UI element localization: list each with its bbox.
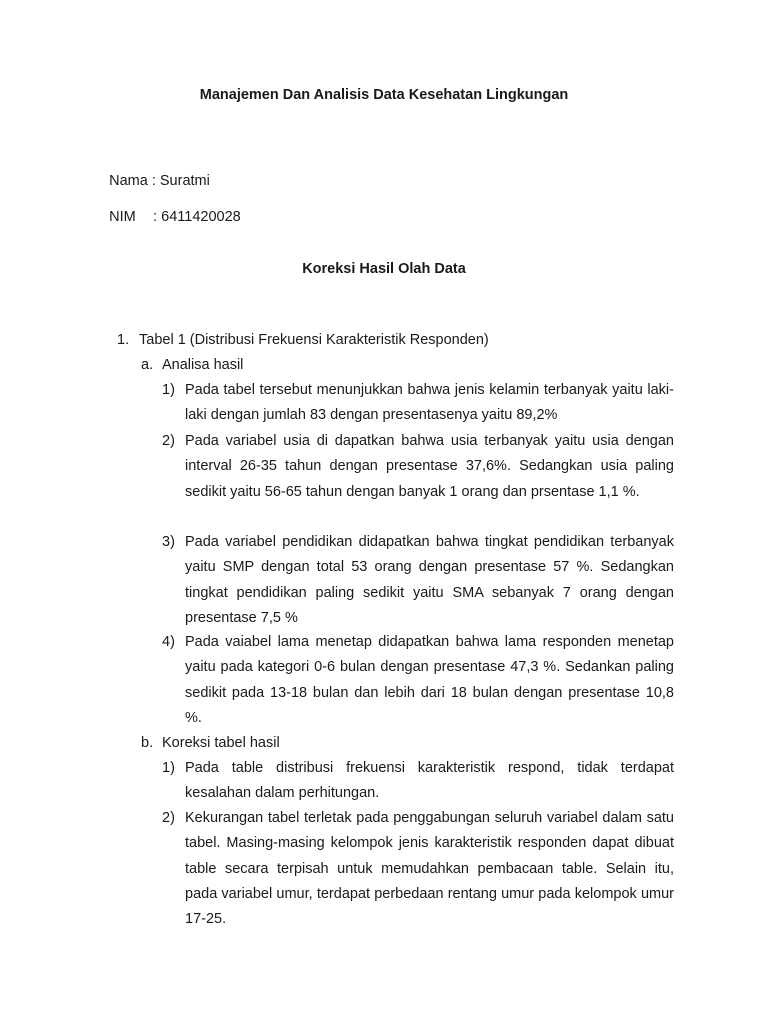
analysis-point-2-text: Pada variabel usia di dapatkan bahwa usia terbanyak yaitu usia dengan interval 26-35 tahun dengan presentase 37,6%. Sedangkan usia paling sedikit yaitu 56-65 tahun dengan banyak 1 orang dan prsentase 1,1 %. — [185, 433, 674, 500]
document-title: Manajemen Dan Analisis Data Kesehatan Lingkungan — [199, 87, 569, 103]
list-item-1-text: Tabel 1 (Distribusi Frekuensi Karakteristik Responden) — [139, 332, 489, 348]
analysis-point-1-text: Pada tabel tersebut menunjukkan bahwa jenis kelamin terbanyak yaitu laki-laki dengan jumlah 83 dengan presentasenya yaitu 89,2% — [185, 382, 674, 424]
correction-point-1-text: Pada table distribusi frekuensi karakteristik respond, tidak terdapat kesalahan dalam perhitungan. — [185, 760, 674, 802]
list-item-1-marker: 1. — [117, 332, 130, 348]
analysis-point-3-text: Pada variabel pendidikan didapatkan bahwa tingkat pendidikan terbanyak yaitu SMP dengan total 53 orang dengan presentase 57 %. Sedangkan tingkat pendidikan paling sedikit yaitu SMA sebanyak 7 orang dengan presentase 7,5 % — [185, 534, 674, 626]
section-title: Koreksi Hasil Olah Data — [302, 261, 466, 277]
nama-label: Nama : — [109, 173, 160, 189]
nim-label: NIM — [109, 209, 136, 225]
nim-value: : 6411420028 — [153, 209, 241, 225]
correction-point-2-text: Kekurangan tabel terletak pada penggabungan seluruh variabel dalam satu tabel. Masing-masing kelompok jenis karakteristik responden dapat dibuat table secara terpisah untuk memudahkan pembacaan table. Selain itu, pada variabel umur, terdapat perbedaan rentang umur pada kelompok umur 17-25. — [185, 810, 674, 928]
correction-point-1-marker: 1) — [162, 760, 175, 776]
nama-value: Suratmi — [159, 173, 210, 189]
sublist-b-text: Koreksi tabel hasil — [162, 735, 280, 751]
analysis-point-3-marker: 3) — [162, 534, 175, 550]
sublist-b-marker: b. — [141, 735, 154, 751]
analysis-point-1-marker: 1) — [162, 382, 175, 398]
analysis-point-4-text: Pada vaiabel lama menetap didapatkan bahwa lama responden menetap yaitu pada kategori 0-6 bulan dengan presentase 47,3 %. Sedankan paling sedikit pada 13-18 bulan dan lebih dari 18 bulan dengan presentase 10,8 %. — [185, 634, 674, 726]
sublist-a-marker: a. — [141, 357, 154, 373]
analysis-point-2-marker: 2) — [162, 433, 175, 449]
sublist-a-text: Analisa hasil — [162, 357, 244, 373]
analysis-point-4-marker: 4) — [162, 634, 175, 650]
correction-point-2-marker: 2) — [162, 810, 175, 826]
nim-field — [93, 193, 241, 241]
